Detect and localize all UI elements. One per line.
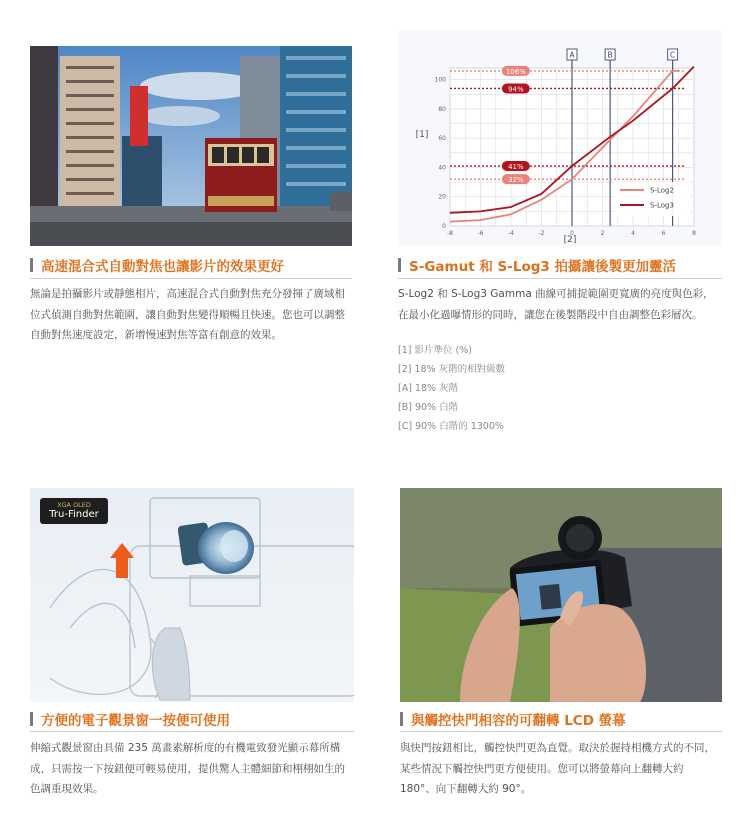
heading-marker: [30, 712, 33, 726]
y-tick-label: 60: [438, 135, 446, 143]
annotation-label: 106%: [505, 67, 526, 76]
heading-text: S-Gamut 和 S-Log3 拍攝讓後製更加靈活: [409, 259, 677, 275]
x-tick-label: -8: [447, 230, 453, 237]
heading-marker: [398, 258, 401, 272]
legend-label: S-Log3: [650, 201, 674, 210]
y-tick-label: 20: [438, 193, 446, 201]
marker-label: B: [607, 50, 613, 60]
heading-marker: [400, 712, 403, 726]
y-tick-label: 40: [438, 164, 446, 172]
y-tick-label: 80: [438, 105, 446, 113]
heading-text: 與觸控快門相容的可翻轉 LCD 螢幕: [411, 713, 626, 729]
lcd-description: 與快門按鈕相比，觸控快門更為直覺。取決於握持相機方式的不同，某些情況下觸控快門更方便使用。您可以將螢幕向上翻轉大約 180°、向下翻轉大約 90°。: [400, 742, 715, 795]
x-tick-label: -4: [508, 230, 514, 237]
heading-marker: [30, 258, 33, 272]
annotation-label: 32%: [508, 176, 524, 185]
x-tick-label: 6: [661, 230, 666, 237]
xga-oled-badge: [40, 498, 108, 524]
x-tick-label: 4: [631, 230, 635, 237]
marker-label: A: [569, 50, 575, 60]
touch-shutter-photo: [400, 488, 722, 702]
note-item: [C] 90% 白階的 1300%: [398, 421, 504, 432]
y-tick-label: 100: [434, 76, 446, 84]
s-gamut-description: S-Log2 和 S-Log3 Gamma 曲線可捕捉範圍更寬廣的亮度與色彩，在最小化過曝情形的同時，讓您在後製階段中自由調整色彩層次。: [398, 288, 714, 321]
tram-city-photo: [30, 46, 352, 246]
note-item: [1] 影片準位 (%): [398, 345, 472, 356]
heading-text: 方便的電子觀景窗一按便可使用: [41, 713, 230, 729]
divider: [30, 278, 352, 279]
heading-evf: [30, 708, 230, 730]
legend-label: S-Log2: [650, 186, 674, 195]
chart-legend-notes: [398, 341, 505, 436]
annotation-label: 41%: [508, 163, 524, 172]
x-tick-label: -2: [538, 230, 545, 237]
divider: [398, 278, 722, 279]
badge-line2: Tru-Finder: [49, 509, 99, 520]
heading-hybrid-af: [30, 254, 284, 276]
note-item: [2] 18% 灰階的相對級數: [398, 364, 506, 375]
note-item: [B] 90% 白階: [398, 402, 459, 413]
annotation-label: 94%: [508, 85, 524, 94]
x-tick-label: 0: [570, 230, 574, 237]
badge-line1: XGA OLED: [57, 501, 91, 509]
x-tick-label: 8: [692, 230, 696, 237]
chart-canvas: [398, 30, 722, 246]
heading-lcd: [400, 708, 626, 730]
divider: [30, 731, 354, 732]
note-item: [A] 18% 灰階: [398, 383, 459, 394]
marker-label: C: [670, 50, 676, 60]
x-tick-label: -6: [477, 230, 484, 237]
y-tick-label: 0: [442, 223, 446, 230]
divider: [400, 731, 722, 732]
viewfinder-illustration: [30, 488, 354, 702]
x-tick-label: 2: [600, 230, 605, 237]
hybrid-af-description: 無論是拍攝影片或靜態相片，高速混合式自動對焦充分發揮了廣域相位式偵測自動對焦範圍，讓自動對焦變得順暢且快速。您也可以調整自動對焦速度設定，新增慢速對焦等富有創意的效果。: [30, 288, 345, 341]
heading-text: 高速混合式自動對焦也讓影片的效果更好: [41, 259, 284, 275]
y-axis-label: [1]: [415, 130, 429, 140]
heading-s-gamut: [398, 254, 676, 276]
x-axis-label: [2]: [563, 235, 577, 245]
s-log-gamma-chart: [398, 30, 722, 246]
evf-description: 伸縮式觀景窗由具備 235 萬畫素解析度的有機電致發光顯示幕所構成，只需按一下按鈕便可輕易使用，提供驚人主體細節和栩栩如生的色調重現效果。: [30, 742, 345, 795]
